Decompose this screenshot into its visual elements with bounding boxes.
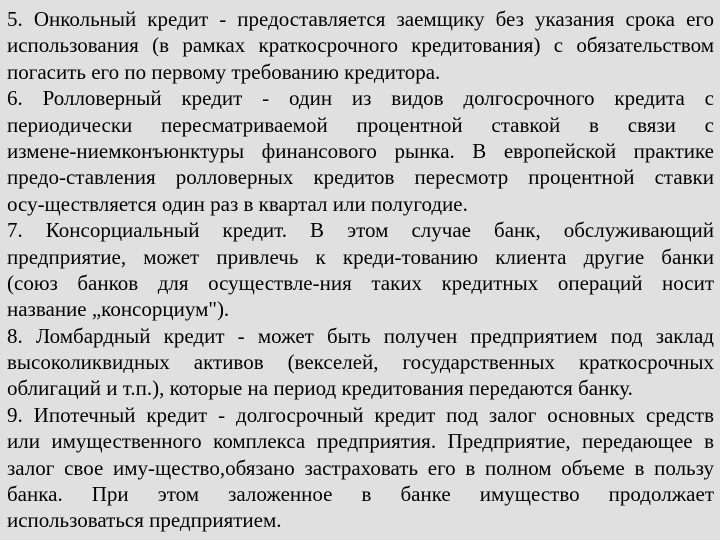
text-line-1: 5. Онкольный кредит - предоставляется заемщику без указания срока его	[7, 7, 714, 31]
text-line-17: или имущественного комплекса предприятия. Предприятие, передающее в	[7, 429, 714, 454]
text-line-11: (союз банков для осуществле-ния таких кредитных операций носит	[7, 270, 714, 295]
text-line-4: 6. Ролловерный кредит - один из видов долгосрочного кредита с	[7, 86, 714, 111]
text-line-5: периодически пересматриваемой процентной ставкой в связи с	[7, 112, 714, 137]
text-line-7: предо-ставления ролловерных кредитов пересмотр процентной ставки	[7, 165, 714, 190]
text-line-12: название „консорциум").	[7, 297, 230, 322]
text-line-20: использоваться предприятием.	[7, 508, 282, 533]
text-line-8: осу-ществляется один раз в квартал или полугодие.	[7, 191, 468, 216]
text-line-15: облигаций и т.п.), которые на период кредитования передаются банку.	[7, 376, 633, 401]
text-line-9: 7. Консорциальный кредит. В этом случае банк, обслуживающий	[7, 218, 714, 243]
text-line-2: использования (в рамках краткосрочного кредитования) с обязательством	[7, 33, 714, 58]
text-line-18: залог свое иму-щество,обязано застраховать его в полном объеме в пользу	[7, 455, 714, 480]
text-line-10: предприятие, может привлечь к креди-тованию клиента другие банки	[7, 244, 714, 269]
text-line-6: измене-ниемконъюнктуры финансового рынка. В европейской практике	[7, 138, 714, 163]
text-line-13: 8. Ломбардный кредит - может быть получен предприятием под заклад	[7, 323, 714, 348]
text-line-14: высоколиквидных активов (векселей, государственных краткосрочных	[7, 350, 714, 375]
text-line-3: погасить его по первому требованию кредитора.	[7, 59, 441, 84]
text-line-16: 9. Ипотечный кредит - долгосрочный кредит под залог основных средств	[7, 402, 714, 427]
text-line-19: банка. При этом заложенное в банке имущество продолжает	[7, 482, 714, 507]
